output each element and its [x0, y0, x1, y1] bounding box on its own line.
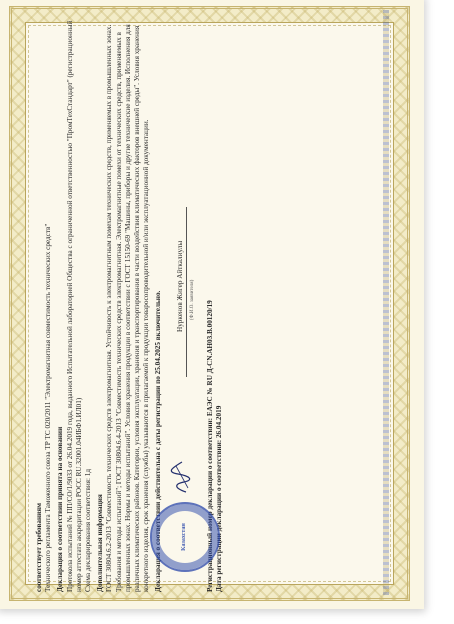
- extra-info-block: [96, 2, 151, 592]
- basis-block: [56, 2, 93, 592]
- registration-number: ЕАЭС № RU Д-CN.АН03.В.00120/19: [205, 300, 214, 417]
- signature-line: [186, 207, 187, 377]
- signer-name: Нуркенов Жигер Айткалиулы: [175, 240, 184, 332]
- document-content: [35, 2, 365, 592]
- registration-block: [206, 2, 224, 592]
- handwritten-signature: [170, 460, 192, 494]
- basis-text: Протокола испытаний № ПП/СО/1/9033 от 26.04.2019 года, выданного Испытательной лабораторией Общества с ограниченной ответственностью "ПромТехСтандарт" (регистрационный номер аттестата аккредитации РОСС RU.32001.04ИБФ1.ИЛ01): [65, 20, 83, 592]
- validity-statement: Декларация о соответствии действительна с даты регистрации по 25.04.2025 включительно.: [154, 290, 163, 592]
- security-strip: [383, 10, 389, 595]
- extra-info-heading: Дополнительная информация: [96, 494, 105, 592]
- conformity-heading: соответствует требованиям: [35, 502, 43, 592]
- conformity-regulation: Технического регламента Таможенного союза ТР ТС 020/2011 "Электромагнитная совместимость технических средств": [44, 223, 53, 592]
- company-stamp: [150, 502, 220, 572]
- registration-number-label: Регистрационный номер декларации о соответствии:: [205, 417, 214, 592]
- extra-info-text: ГОСТ 30804.6.2-2013 "Совместимость технических средств электромагнитная. Устойчивость к электромагнитным помехам технических средств, применяемых в промышленных зонах. Требования и методы испытаний"; ГОСТ 30804.6.4-2013 "Совместимость технических средств электромагнитная. Электромагнитные помехи от технических средств, применяемых в промышленных зонах. Нормы и методы испытаний". Условия хранения продукции в соответствии с ГОСТ 15150-69 "Машины, приборы и другие технические изделия. Исполнения для различных климатических районов. Категории, условия эксплуатации, хранения и транспортирования в части воздействия климатических факторов внешней среды". Условия хранения конкретного изделия, срок хранения (службы) указываются в прилагаемой к продукции товаросопроводительной и/или эксплуатационной документации.: [105, 24, 151, 592]
- stamp-text: Казахстан: [181, 523, 188, 551]
- registration-date: 26.04.2019: [214, 405, 223, 439]
- basis-heading: Декларация о соответствии принята на основании: [56, 426, 65, 592]
- registration-date-label: Дата регистрации декларации о соответствии:: [214, 439, 223, 592]
- basis-scheme: Схема декларирования соответствия: 1д: [84, 468, 93, 592]
- signer-caption: (Ф.И.О. заявителя): [189, 279, 195, 320]
- signature-row: [176, 2, 202, 592]
- registration-number-row: [206, 2, 215, 592]
- registration-date-row: [215, 2, 224, 592]
- conformity-block: [35, 2, 53, 592]
